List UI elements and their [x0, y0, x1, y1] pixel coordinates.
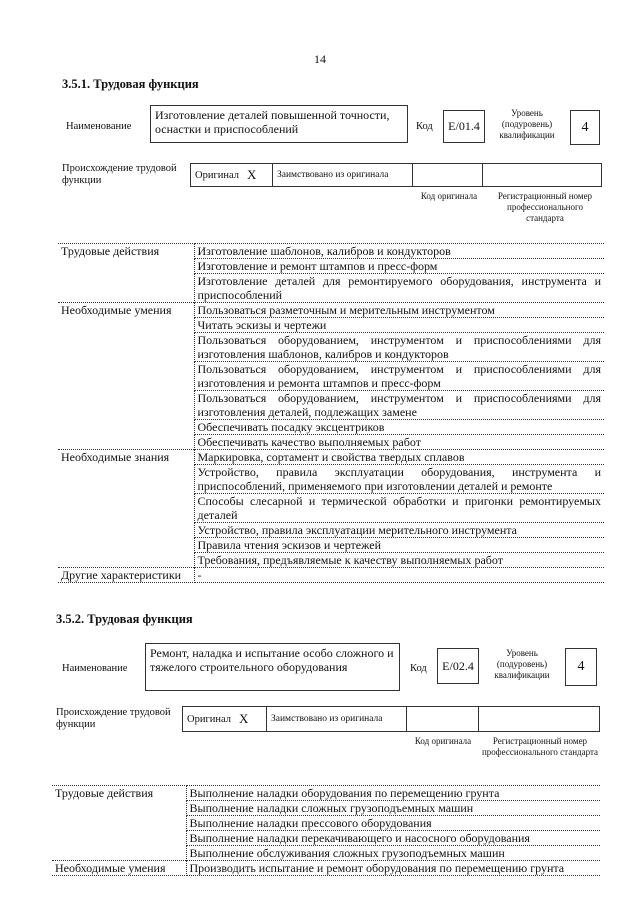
item-cell: Пользоваться оборудованием, инструментом и приспособлениями для изготовления деталей, подлежащих замене — [194, 391, 604, 420]
category-cell: Необходимые умения — [52, 861, 186, 876]
details-table — [52, 785, 600, 876]
table-row — [58, 244, 604, 259]
item-cell: Изготовление деталей для ремонтируемого оборудования, инструмента и приспособлений — [194, 274, 604, 303]
function-name-box: Изготовление деталей повышенной точности, оснастки и приспособлений — [150, 105, 408, 143]
item-cell: Требования, предъявляемые к качеству выполняемых работ — [194, 553, 604, 568]
table-row — [52, 861, 600, 876]
item-cell: Выполнение обслуживания сложных грузоподъемных машин — [186, 846, 600, 861]
borrowed-cell: Заимствовано из оригинала — [273, 164, 413, 186]
code-label: Код — [416, 121, 433, 132]
original-cell — [191, 164, 273, 186]
category-cell: Необходимые знания — [58, 450, 194, 568]
original-mark: X — [247, 167, 257, 182]
item-cell: Пользоваться оборудованием, инструментом и приспособлениями для изготовления и ремонта штампов и пресс-форм — [194, 362, 604, 391]
origin-row — [182, 706, 600, 732]
item-cell: Выполнение наладки прессового оборудования — [186, 816, 600, 831]
category-cell: Необходимые умения — [58, 303, 194, 450]
reg-number-cell — [479, 707, 599, 731]
origin-code-cell — [413, 164, 483, 186]
item-cell: Маркировка, сортамент и свойства твердых сплавов — [194, 450, 604, 465]
table-row — [58, 568, 604, 583]
origin-code-label: Код оригинала — [414, 736, 472, 746]
function-name-box: Ремонт, наладка и испытание особо сложного и тяжелого строительного оборудования — [145, 643, 400, 691]
origin-code-cell — [407, 707, 479, 731]
reg-number-cell — [483, 164, 601, 186]
table-row — [58, 450, 604, 465]
item-cell: Пользоваться разметочным и мерительным инструментом — [194, 303, 604, 318]
category-cell: Трудовые действия — [52, 786, 186, 861]
level-label: Уровень (подуровень) квалификации — [499, 108, 555, 140]
origin-row — [190, 163, 602, 187]
section-title: 3.5.1. Трудовая функция — [62, 77, 199, 91]
item-cell: Изготовление шаблонов, калибров и кондукторов — [194, 244, 604, 259]
item-cell: Устройство, правила эксплуатации мерительного инструмента — [194, 523, 604, 538]
item-cell: Выполнение наладки сложных грузоподъемных машин — [186, 801, 600, 816]
page-number: 14 — [314, 52, 326, 66]
table-row — [52, 786, 600, 801]
item-cell: Выполнение наладки оборудования по перемещению грунта — [186, 786, 600, 801]
details-table — [58, 243, 604, 583]
code-label: Код — [410, 663, 427, 674]
item-cell: Обеспечивать качество выполняемых работ — [194, 435, 604, 450]
original-mark: X — [239, 711, 249, 726]
category-cell: Трудовые действия — [58, 244, 194, 303]
item-cell: Пользоваться оборудованием, инструментом и приспособлениями для изготовления шаблонов, калибров и кондукторов — [194, 333, 604, 362]
item-cell: Изготовление и ремонт штампов и пресс-форм — [194, 259, 604, 274]
origin-label: Происхождение трудовой функции — [56, 707, 171, 730]
item-cell: Способы слесарной и термической обработки и пригонки ремонтируемых деталей — [194, 494, 604, 523]
item-cell: Выполнение наладки перекачивающего и насосного оборудования — [186, 831, 600, 846]
reg-number-label: Регистрационный номер профессионального стандарта — [497, 191, 593, 223]
item-cell: Правила чтения эскизов и чертежей — [194, 538, 604, 553]
name-label: Наименование — [62, 663, 128, 674]
reg-number-label: Регистрационный номер профессионального стандарта — [481, 736, 599, 757]
origin-code-label: Код оригинала — [420, 191, 478, 201]
category-cell: Другие характеристики — [58, 568, 194, 583]
section-title: 3.5.2. Трудовая функция — [56, 612, 193, 626]
level-label: Уровень (подуровень) квалификации — [494, 648, 550, 680]
origin-label: Происхождение трудовой функции — [62, 163, 177, 186]
item-cell: Производить испытание и ремонт оборудования по перемещению грунта — [186, 861, 600, 876]
code-box: E/02.4 — [437, 648, 479, 684]
original-label: Оригинал — [187, 713, 231, 725]
table-row — [58, 303, 604, 318]
item-cell: Читать эскизы и чертежи — [194, 318, 604, 333]
item-cell: Обеспечивать посадку эксцентриков — [194, 420, 604, 435]
original-label: Оригинал — [195, 169, 239, 181]
level-box: 4 — [570, 110, 600, 145]
name-label: Наименование — [66, 121, 132, 132]
original-cell — [183, 707, 267, 731]
code-box: E/01.4 — [443, 110, 485, 143]
item-cell: - — [194, 568, 604, 583]
item-cell: Устройство, правила эксплуатации оборудования, инструмента и приспособлений, применяемого при изготовлении деталей и ремонте — [194, 465, 604, 494]
borrowed-cell: Заимствовано из оригинала — [267, 707, 407, 731]
level-box: 4 — [565, 648, 597, 686]
